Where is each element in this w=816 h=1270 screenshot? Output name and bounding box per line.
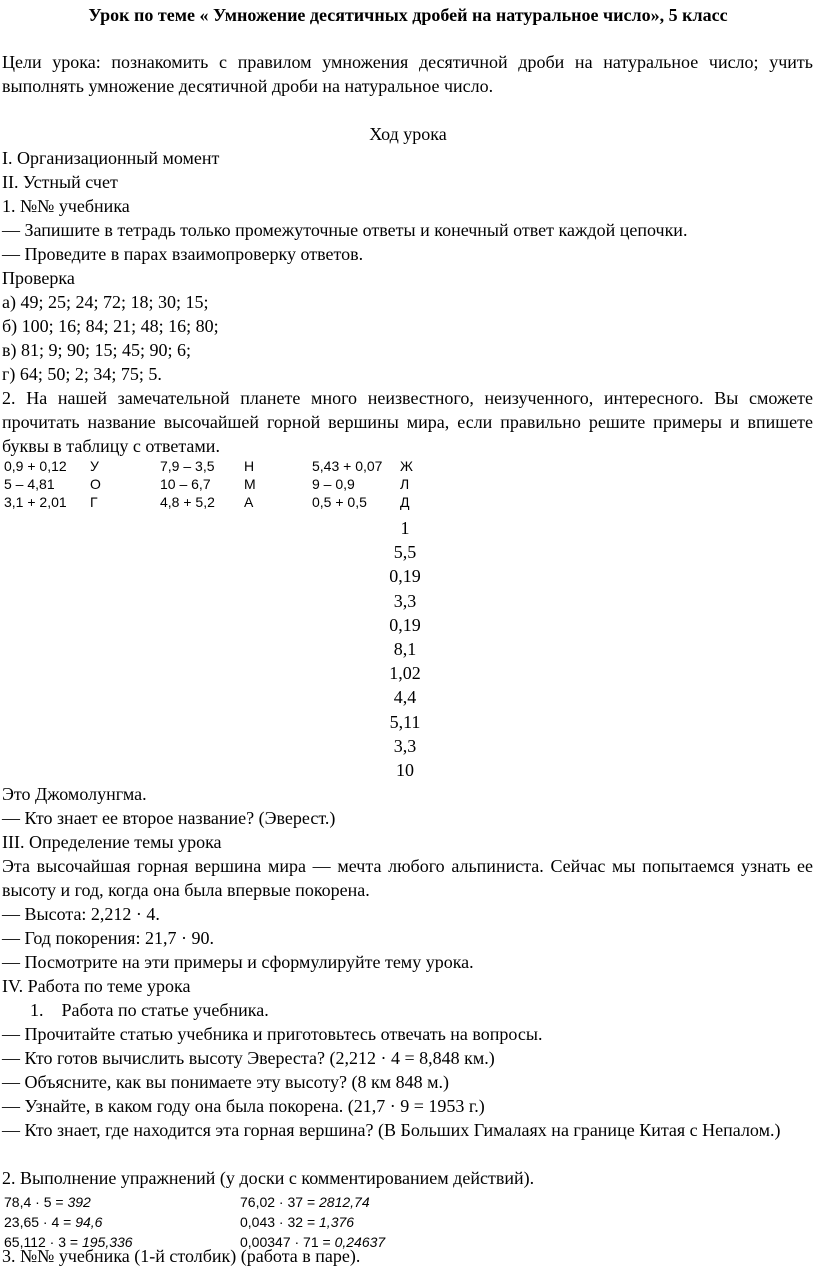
answer-row-g: г) 64; 50; 2; 34; 75; 5. xyxy=(2,364,162,384)
puzzle-letter: У xyxy=(90,458,99,474)
calc-result: 1,376 xyxy=(319,1214,355,1230)
calc-expression: 0,00347 · 71 = xyxy=(240,1234,335,1250)
text-line: Это Джомолунгма. xyxy=(2,784,147,804)
puzzle-expression: 10 – 6,7 xyxy=(160,476,211,492)
puzzle-letter: Л xyxy=(400,476,410,492)
answer-value: 4,4 xyxy=(393,687,417,708)
final-line: 3. №№ учебника (1-й столбик) (работа в паре). xyxy=(2,1246,361,1266)
check-heading: Проверка xyxy=(2,268,75,288)
text-line: — Год покорения: 21,7 · 90. xyxy=(2,928,214,948)
calc-item xyxy=(240,1193,370,1211)
calc-result: 0,24637 xyxy=(334,1234,386,1250)
puzzle-expression: 5,43 + 0,07 xyxy=(312,458,383,474)
puzzle-letter: Г xyxy=(90,494,98,510)
calc-item xyxy=(240,1213,354,1231)
section-topic: III. Определение темы урока xyxy=(2,832,222,852)
text-line: — Кто готов вычислить высоту Эвереста? (2,212 · 4 = 8,848 км.) xyxy=(2,1048,495,1068)
answer-value: 0,19 xyxy=(389,614,421,635)
puzzle-letter: М xyxy=(244,476,256,492)
answer-row-v: в) 81; 9; 90; 15; 45; 90; 6; xyxy=(2,340,191,360)
puzzle-expression: 9 – 0,9 xyxy=(312,476,355,492)
puzzle-expression: 0,9 + 0,12 xyxy=(4,458,67,474)
answer-value: 1,02 xyxy=(389,663,421,684)
calc-item xyxy=(4,1213,102,1231)
list-item: 1. Работа по статье учебника. xyxy=(30,1000,269,1020)
lesson-title: Урок по теме « Умножение десятичных дробей на натуральное число», 5 класс xyxy=(88,5,728,25)
puzzle-letter: О xyxy=(90,476,101,492)
calc-result: 2812,74 xyxy=(319,1194,370,1210)
puzzle-expression: 4,8 + 5,2 xyxy=(160,494,215,510)
exercises-heading: 2. Выполнение упражнений (у доски с комментированием действий). xyxy=(2,1168,535,1188)
calc-expression: 0,043 · 32 = xyxy=(240,1214,320,1230)
calc-result: 392 xyxy=(67,1194,91,1210)
puzzle-expression: 5 – 4,81 xyxy=(4,476,55,492)
puzzle-letter: Н xyxy=(244,458,255,474)
section-oral-counting: II. Устный счет xyxy=(2,172,118,192)
calc-expression: 23,65 · 4 = xyxy=(4,1214,76,1230)
calc-result: 94,6 xyxy=(75,1214,103,1230)
answer-value: 3,3 xyxy=(393,735,417,756)
text-line: — Прочитайте статью учебника и приготовьтесь отвечать на вопросы. xyxy=(2,1024,543,1044)
answer-row-a: а) 49; 25; 24; 72; 18; 30; 15; xyxy=(2,292,209,312)
calc-result: 195,336 xyxy=(81,1234,133,1250)
paragraph-location: — Кто знает, где находится эта горная вершина? (В Больших Гималаях на границе Китая с Непалом.) xyxy=(2,1120,781,1140)
answer-value: 3,3 xyxy=(393,590,417,611)
section-work: IV. Работа по теме урока xyxy=(2,976,191,996)
answer-value: 8,1 xyxy=(393,638,417,659)
instruction-line: — Проведите в парах взаимопроверку ответов. xyxy=(2,244,364,264)
answer-row-b: б) 100; 16; 84; 21; 48; 16; 80; xyxy=(2,316,219,336)
puzzle-expression: 0,5 + 0,5 xyxy=(312,494,367,510)
task-1-heading: 1. №№ учебника xyxy=(2,196,130,216)
puzzle-expression: 3,1 + 2,01 xyxy=(4,494,67,510)
puzzle-letter: Ж xyxy=(400,458,413,474)
calc-item xyxy=(4,1193,91,1211)
answer-value: 10 xyxy=(396,759,414,780)
lesson-goals: Цели урока: познакомить с правилом умножения десятичной дроби на натуральное число; учить выполнять умножение десятичной дроби на натуральное число. xyxy=(2,52,813,96)
text-line: — Узнайте, в каком году она была покорена. (21,7 · 9 = 1953 г.) xyxy=(2,1096,485,1116)
instruction-line: — Запишите в тетрадь только промежуточные ответы и конечный ответ каждой цепочки. xyxy=(2,220,688,240)
calc-expression: 65,112 · 3 = xyxy=(4,1234,82,1250)
answer-value: 5,5 xyxy=(393,542,417,563)
puzzle-expression: 7,9 – 3,5 xyxy=(160,458,215,474)
answer-column xyxy=(0,516,810,782)
answer-value: 1 xyxy=(400,518,410,538)
puzzle-letter: Д xyxy=(400,494,410,510)
text-line: — Посмотрите на эти примеры и сформулируйте тему урока. xyxy=(2,952,474,972)
section-organizational: I. Организационный момент xyxy=(2,148,220,168)
calc-expression: 76,02 · 37 = xyxy=(240,1194,320,1210)
answer-value: 0,19 xyxy=(389,566,421,587)
paragraph-everest: Эта высочайшая горная вершина мира — мечта любого альпиниста. Сейчас мы попытаемся узнать ее высоту и год, когда она была впервые покорена. xyxy=(2,856,813,900)
calc-expression: 78,4 · 5 = xyxy=(4,1194,68,1210)
text-line: — Высота: 2,212 · 4. xyxy=(2,904,160,924)
text-line: — Объясните, как вы понимаете эту высоту? (8 км 848 м.) xyxy=(2,1072,450,1092)
text-line: — Кто знает ее второе название? (Эверест.) xyxy=(2,808,336,828)
answer-value: 5,11 xyxy=(389,711,421,732)
course-heading: Ход урока xyxy=(369,124,447,144)
task-2-paragraph: 2. На нашей замечательной планете много неизвестного, неизученного, интересного. Вы сможете прочитать название высочайшей горной вершины мира, если правильно решите примеры и впишете буквы в таблицу с ответами. xyxy=(2,388,813,456)
puzzle-letter: А xyxy=(244,494,254,510)
